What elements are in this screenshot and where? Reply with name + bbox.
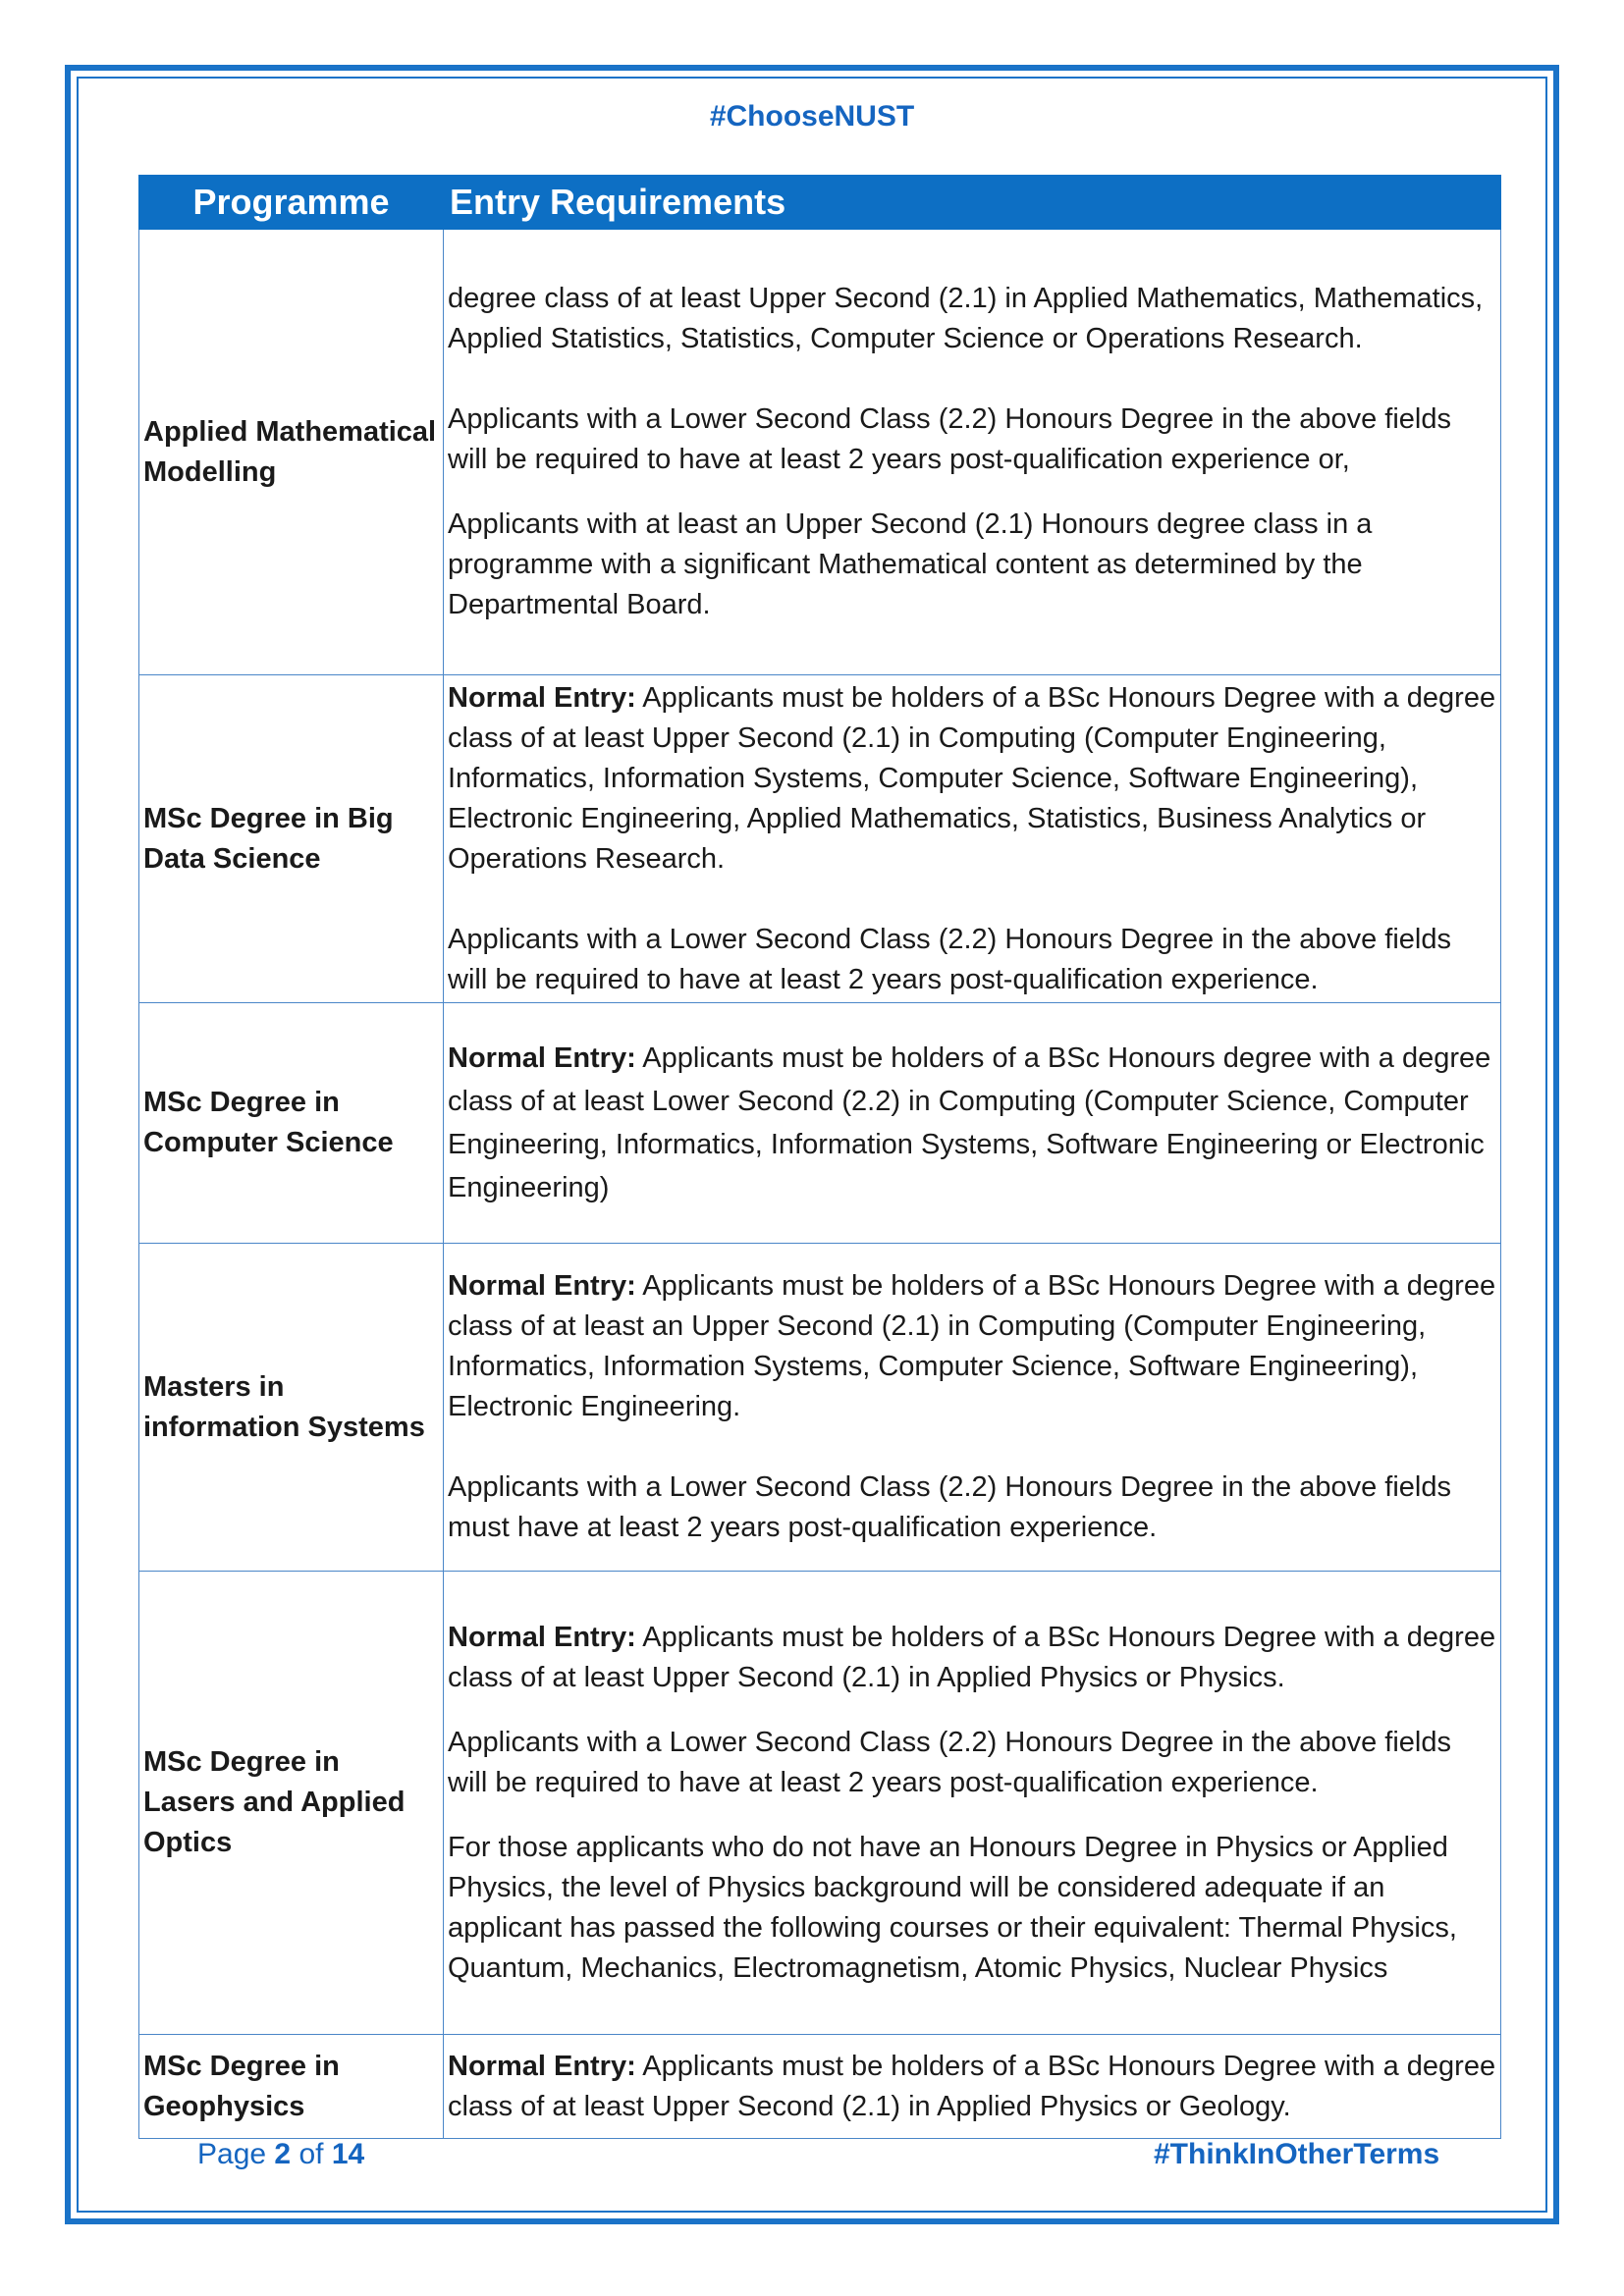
page-total: 14 [331,2138,365,2170]
requirement-paragraph: Applicants with a Lower Second Class (2.2) Honours Degree in the above fields will be required to have at least 2 years post-qualification experience. [448,923,1451,995]
requirement-paragraph: Applicants with a Lower Second Class (2.2) Honours Degree in the above fields will be required to have at least 2 years post-qualification experience. [448,1726,1451,1798]
requirement-text: Applicants must be holders of a BSc Honours degree with a degree class of at least Lower Second (2.2) in Computing (Computer Science, Computer Engineering, Informatics, Information Systems, Software Engineering or Electronic Engineering) [448,1042,1491,1203]
page-number [197,2138,364,2171]
requirement-text: Applicants must be holders of a BSc Honours Degree with a degree class of at least Upper Second (2.1) in Applied Physics or Physics. [448,1621,1496,1693]
programme-cell: Masters in information Systems [139,1244,444,1572]
requirements-cell [444,230,1501,675]
requirement-text: Applicants must be holders of a BSc Honours Degree with a degree class of at least Upper Second (2.1) in Applied Physics or Geology. [448,2050,1496,2122]
page-label: Page [197,2138,267,2170]
programme-cell: Applied Mathematical Modelling [139,230,444,675]
normal-entry-label: Normal Entry: [448,1042,636,1074]
column-header-requirements: Entry Requirements [444,176,1501,230]
normal-entry-label: Normal Entry: [448,1621,636,1653]
table-row [139,2035,1501,2139]
requirement-paragraph: Applicants with at least an Upper Second (2.1) Honours degree class in a programme with a significant Mathematical content as determined by the Departmental Board. [448,508,1373,620]
programme-cell: MSc Degree in Big Data Science [139,675,444,1003]
table-row [139,675,1501,1003]
requirements-cell [444,1244,1501,1572]
page-of: of [298,2138,324,2170]
programme-cell: MSc Degree in Computer Science [139,1003,444,1244]
entry-requirements-table [138,175,1501,2139]
table-row [139,1244,1501,1572]
requirements-cell [444,2035,1501,2139]
requirement-paragraph [448,1037,1496,1209]
requirement-text: Applicants must be holders of a BSc Honours Degree with a degree class of at least an Upper Second (2.1) in Computing (Computer Engineering, Informatics, Information Systems, Computer Science, Software Engineering), Electronic Engineering. [448,1270,1496,1422]
footer-hashtag: #ThinkInOtherTerms [1154,2138,1440,2170]
requirement-paragraph: degree class of at least Upper Second (2.1) in Applied Mathematics, Mathematics, Applied Statistics, Statistics, Computer Science or Operations Research. [448,283,1484,354]
requirement-paragraph [448,2047,1496,2127]
column-header-programme: Programme [139,176,444,230]
requirement-paragraph [448,1266,1496,1427]
table-row [139,1003,1501,1244]
requirement-paragraph: For those applicants who do not have an Honours Degree in Physics or Applied Physics, the level of Physics background will be considered adequate if an applicant has passed the following courses or their equivalent: Thermal Physics, Quantum, Mechanics, Electromagnetism, Atomic Physics, Nuclear Physics [448,1831,1457,1984]
programme-cell: MSc Degree in Lasers and Applied Optics [139,1572,444,2035]
requirement-paragraph: Applicants with a Lower Second Class (2.2) Honours Degree in the above fields must have at least 2 years post-qualification experience. [448,1471,1451,1543]
page-current: 2 [274,2138,292,2170]
requirements-cell [444,675,1501,1003]
normal-entry-label: Normal Entry: [448,1270,636,1302]
table-row [139,230,1501,675]
normal-entry-label: Normal Entry: [448,681,636,714]
normal-entry-label: Normal Entry: [448,2050,636,2082]
requirement-paragraph [448,1618,1496,1698]
table-header-row [139,176,1501,230]
requirement-paragraph: Applicants with a Lower Second Class (2.2) Honours Degree in the above fields will be required to have at least 2 years post-qualification experience or, [448,403,1451,475]
header-hashtag: #ChooseNUST [709,100,915,133]
requirement-text: Applicants must be holders of a BSc Honours Degree with a degree class of at least Upper Second (2.1) in Computing (Computer Engineering, Informatics, Information Systems, Computer Science, Software Engineering), Electronic Engineering, Applied Mathematics, Statistics, Business Analytics or Operations Research. [448,681,1496,875]
requirements-cell [444,1003,1501,1244]
table-row [139,1572,1501,2035]
requirement-paragraph [448,678,1496,880]
programme-cell: MSc Degree in Geophysics [139,2035,444,2139]
requirements-cell [444,1572,1501,2035]
